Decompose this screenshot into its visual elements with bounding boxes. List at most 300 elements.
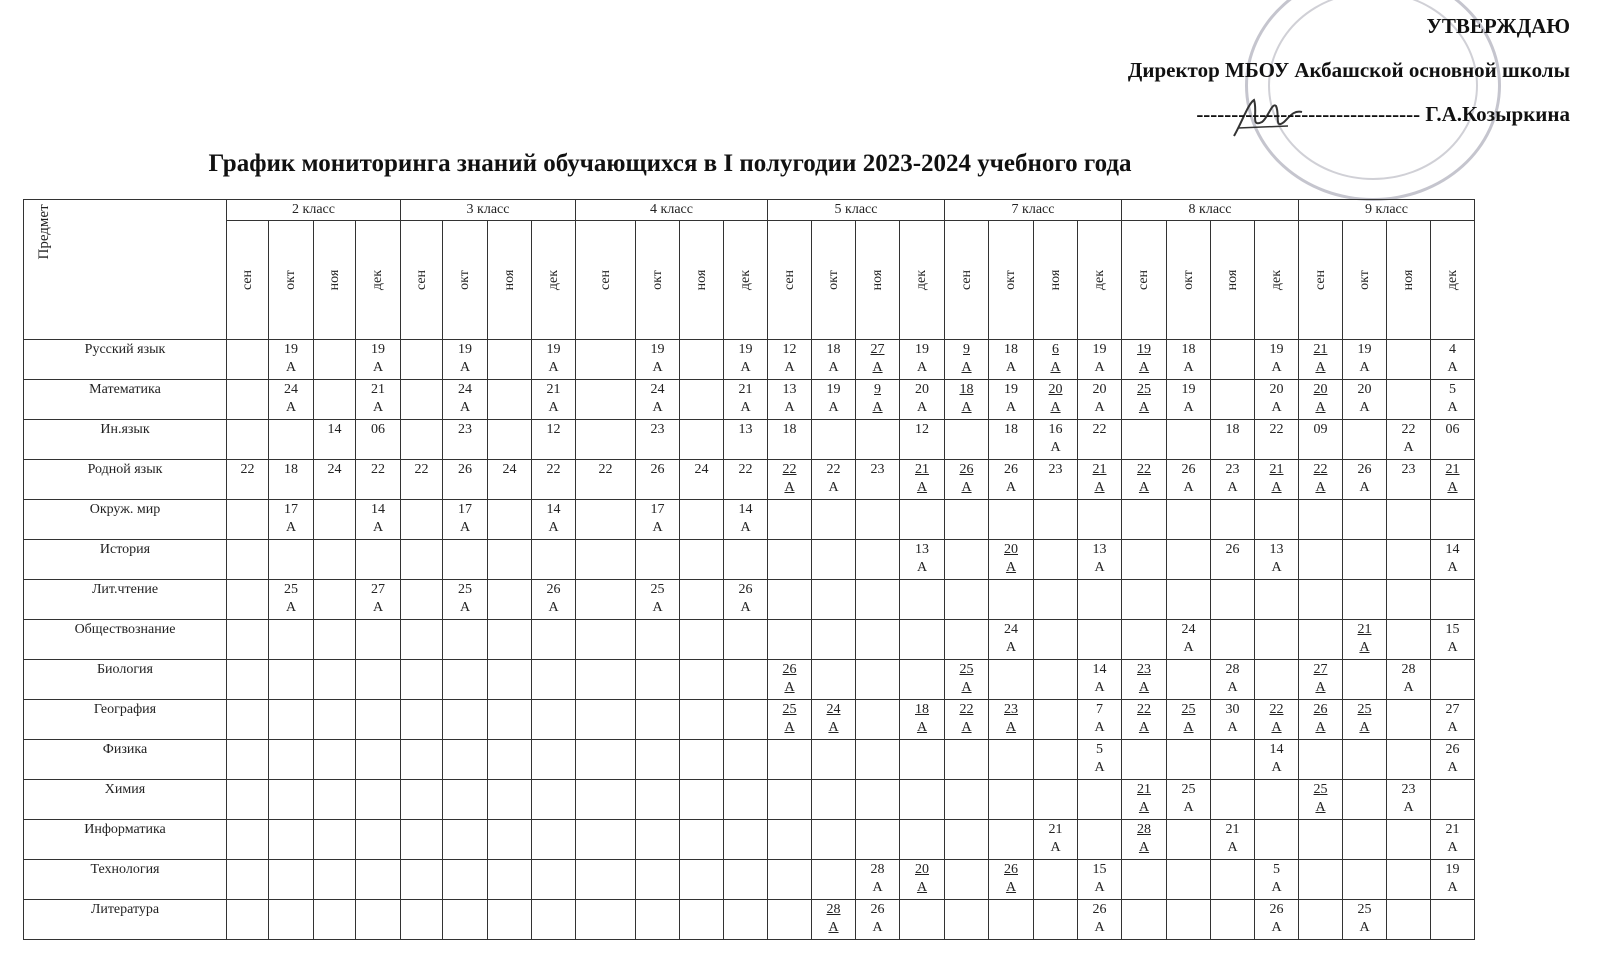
table-cell: [1167, 540, 1211, 580]
table-row: [24, 580, 1475, 620]
table-cell: 20 А: [1034, 380, 1078, 420]
table-cell: [488, 420, 532, 460]
approval-block: [970, 4, 1570, 136]
table-cell: [1299, 860, 1343, 900]
table-cell: 22 А: [768, 460, 812, 500]
month-header: ноя: [680, 220, 724, 339]
table-cell: [1387, 540, 1431, 580]
table-cell: [227, 660, 269, 700]
table-cell: 19 А: [1167, 380, 1211, 420]
table-cell: [1078, 580, 1122, 620]
table-row: [24, 460, 1475, 500]
table-cell: [1122, 420, 1167, 460]
table-cell: 6 А: [1034, 340, 1078, 380]
table-cell: 26 А: [1343, 460, 1387, 500]
table-cell: [1122, 580, 1167, 620]
table-cell: [1431, 500, 1475, 540]
table-cell: [1343, 860, 1387, 900]
table-cell: 25 А: [269, 580, 314, 620]
class-header: 5 класс: [768, 200, 945, 221]
table-cell: [532, 620, 576, 660]
table-cell: 18 А: [812, 340, 856, 380]
table-cell: 24: [488, 460, 532, 500]
table-cell: 17 А: [269, 500, 314, 540]
table-cell: [856, 420, 900, 460]
table-cell: [532, 900, 576, 940]
table-cell: [1034, 780, 1078, 820]
table-cell: 30 А: [1211, 700, 1255, 740]
table-cell: [314, 540, 356, 580]
table-cell: 26 А: [532, 580, 576, 620]
table-cell: [636, 860, 680, 900]
table-cell: [314, 620, 356, 660]
table-cell: [945, 540, 989, 580]
table-cell: [724, 700, 768, 740]
table-cell: [636, 820, 680, 860]
table-cell: [356, 780, 401, 820]
table-cell: [680, 540, 724, 580]
table-cell: [812, 580, 856, 620]
table-cell: 22: [532, 460, 576, 500]
table-cell: [314, 900, 356, 940]
month-header: ноя: [314, 220, 356, 339]
table-cell: [1431, 660, 1475, 700]
table-cell: [1122, 900, 1167, 940]
table-cell: 28 А: [1211, 660, 1255, 700]
table-cell: [576, 820, 636, 860]
table-cell: [900, 660, 945, 700]
table-cell: [768, 900, 812, 940]
table-cell: [576, 340, 636, 380]
table-cell: [227, 900, 269, 940]
monitoring-schedule-table: [23, 199, 1475, 940]
table-row: [24, 740, 1475, 780]
table-cell: 23: [443, 420, 488, 460]
table-cell: 13: [724, 420, 768, 460]
table-cell: [680, 700, 724, 740]
table-cell: [401, 860, 443, 900]
table-cell: [1078, 500, 1122, 540]
table-cell: [576, 660, 636, 700]
table-cell: 24 А: [443, 380, 488, 420]
month-header: сен: [945, 220, 989, 339]
table-cell: [488, 660, 532, 700]
table-cell: [1431, 900, 1475, 940]
table-row: [24, 540, 1475, 580]
table-cell: [680, 500, 724, 540]
table-cell: 19 А: [1122, 340, 1167, 380]
table-cell: [1387, 900, 1431, 940]
table-cell: 13 А: [1078, 540, 1122, 580]
table-cell: 21 А: [1255, 460, 1299, 500]
month-header: сен: [576, 220, 636, 339]
table-cell: 28 А: [1387, 660, 1431, 700]
table-cell: [269, 900, 314, 940]
table-cell: 19 А: [1255, 340, 1299, 380]
table-cell: [856, 500, 900, 540]
table-cell: [1034, 540, 1078, 580]
table-cell: 25 А: [1299, 780, 1343, 820]
table-cell: 25 А: [1343, 700, 1387, 740]
table-cell: 26 А: [724, 580, 768, 620]
table-cell: [1211, 380, 1255, 420]
table-cell: 22 А: [1299, 460, 1343, 500]
table-cell: [269, 420, 314, 460]
table-cell: 14 А: [356, 500, 401, 540]
table-cell: [532, 700, 576, 740]
table-cell: [356, 860, 401, 900]
table-cell: [945, 740, 989, 780]
table-cell: [1167, 860, 1211, 900]
table-cell: [680, 660, 724, 700]
table-cell: 18 А: [989, 340, 1034, 380]
table-cell: 19 А: [636, 340, 680, 380]
table-cell: [1122, 540, 1167, 580]
table-cell: 23 А: [989, 700, 1034, 740]
month-header: окт: [269, 220, 314, 339]
table-cell: [856, 620, 900, 660]
table-cell: 25 А: [1122, 380, 1167, 420]
table-cell: [1034, 900, 1078, 940]
table-cell: 22 А: [1255, 700, 1299, 740]
table-cell: [1078, 780, 1122, 820]
table-cell: [576, 380, 636, 420]
month-header: дек: [1431, 220, 1475, 339]
table-cell: 21 А: [1078, 460, 1122, 500]
table-cell: [724, 540, 768, 580]
table-cell: [945, 860, 989, 900]
table-cell: 23 А: [1211, 460, 1255, 500]
table-cell: 13 А: [768, 380, 812, 420]
table-cell: 15 А: [1078, 860, 1122, 900]
table-cell: 20 А: [1343, 380, 1387, 420]
table-cell: [443, 860, 488, 900]
table-cell: 24 А: [1167, 620, 1211, 660]
table-cell: [1034, 660, 1078, 700]
subject-name: Окруж. мир: [24, 500, 227, 540]
table-cell: 19 А: [724, 340, 768, 380]
table-cell: [856, 780, 900, 820]
approval-heading: УТВЕРЖДАЮ: [1426, 14, 1570, 38]
table-row: [24, 900, 1475, 940]
table-cell: [314, 780, 356, 820]
month-header: дек: [724, 220, 768, 339]
table-cell: 19 А: [900, 340, 945, 380]
table-cell: [227, 780, 269, 820]
table-cell: [989, 780, 1034, 820]
table-cell: 21 А: [1343, 620, 1387, 660]
table-cell: 06: [356, 420, 401, 460]
table-cell: 27 А: [1299, 660, 1343, 700]
subject-name: Ин.язык: [24, 420, 227, 460]
approval-position: Директор МБОУ Акбашской основной школы: [1127, 58, 1570, 82]
table-cell: [269, 540, 314, 580]
approval-signature-line: -------------------------------- Г.А.Козыркина: [1196, 102, 1570, 126]
table-cell: 23: [856, 460, 900, 500]
table-cell: [1211, 900, 1255, 940]
table-cell: 22: [356, 460, 401, 500]
table-cell: [401, 380, 443, 420]
table-cell: [356, 700, 401, 740]
table-cell: [1343, 820, 1387, 860]
table-cell: [532, 780, 576, 820]
table-cell: [269, 700, 314, 740]
table-cell: [680, 620, 724, 660]
table-cell: [401, 540, 443, 580]
table-row: [24, 620, 1475, 660]
table-row: [24, 340, 1475, 380]
table-cell: [401, 660, 443, 700]
table-cell: [1431, 780, 1475, 820]
table-cell: 13 А: [900, 540, 945, 580]
table-cell: 5 А: [1431, 380, 1475, 420]
table-cell: 19 А: [443, 340, 488, 380]
table-cell: [1167, 900, 1211, 940]
table-cell: 06: [1431, 420, 1475, 460]
table-cell: [1299, 540, 1343, 580]
table-cell: [443, 740, 488, 780]
table-cell: [1255, 580, 1299, 620]
table-cell: [1343, 740, 1387, 780]
table-cell: [812, 860, 856, 900]
table-cell: [227, 620, 269, 660]
table-row: [24, 380, 1475, 420]
table-cell: 24 А: [636, 380, 680, 420]
month-header: сен: [401, 220, 443, 339]
month-header: окт: [1167, 220, 1211, 339]
table-cell: [945, 620, 989, 660]
table-cell: 19 А: [1078, 340, 1122, 380]
table-cell: [945, 580, 989, 620]
table-cell: [812, 420, 856, 460]
table-cell: 18: [1211, 420, 1255, 460]
table-cell: [443, 820, 488, 860]
subject-name: Обществознание: [24, 620, 227, 660]
table-cell: [989, 500, 1034, 540]
table-cell: [1211, 500, 1255, 540]
table-cell: [680, 860, 724, 900]
table-cell: 26 А: [1255, 900, 1299, 940]
table-cell: [314, 660, 356, 700]
table-row: [24, 660, 1475, 700]
table-cell: [812, 780, 856, 820]
table-cell: [576, 540, 636, 580]
table-cell: [1167, 580, 1211, 620]
table-cell: 14: [314, 420, 356, 460]
table-cell: [856, 700, 900, 740]
table-cell: 18 А: [1167, 340, 1211, 380]
table-cell: [1387, 580, 1431, 620]
table-cell: [768, 740, 812, 780]
table-cell: [856, 820, 900, 860]
table-cell: [1122, 500, 1167, 540]
table-cell: 18: [989, 420, 1034, 460]
table-cell: [532, 740, 576, 780]
class-header: 2 класс: [227, 200, 401, 221]
table-cell: 21 А: [356, 380, 401, 420]
table-cell: [1034, 620, 1078, 660]
table-cell: [768, 500, 812, 540]
table-row: [24, 500, 1475, 540]
table-cell: [680, 900, 724, 940]
table-cell: [812, 820, 856, 860]
table-cell: 27 А: [856, 340, 900, 380]
table-cell: [488, 620, 532, 660]
table-cell: 21 А: [1122, 780, 1167, 820]
table-cell: [812, 500, 856, 540]
table-cell: [900, 900, 945, 940]
table-cell: 25 А: [1167, 700, 1211, 740]
table-cell: [1387, 820, 1431, 860]
table-cell: [443, 700, 488, 740]
table-cell: [314, 820, 356, 860]
table-row: [24, 860, 1475, 900]
table-cell: [576, 420, 636, 460]
table-cell: 17 А: [636, 500, 680, 540]
table-cell: [1387, 700, 1431, 740]
table-cell: [1343, 660, 1387, 700]
table-cell: [1122, 860, 1167, 900]
table-cell: [812, 620, 856, 660]
table-cell: [1255, 780, 1299, 820]
table-cell: [314, 860, 356, 900]
month-header: ноя: [856, 220, 900, 339]
month-header: ноя: [1211, 220, 1255, 339]
table-cell: 22: [1255, 420, 1299, 460]
table-cell: 25 А: [945, 660, 989, 700]
table-cell: [1387, 860, 1431, 900]
table-cell: [724, 620, 768, 660]
table-cell: 26: [636, 460, 680, 500]
table-cell: [989, 660, 1034, 700]
table-cell: 25 А: [1343, 900, 1387, 940]
table-cell: 22 А: [1387, 420, 1431, 460]
table-cell: 25 А: [768, 700, 812, 740]
table-cell: 22 А: [1122, 460, 1167, 500]
table-cell: [768, 780, 812, 820]
table-cell: [269, 820, 314, 860]
table-cell: 22: [576, 460, 636, 500]
table-cell: 17 А: [443, 500, 488, 540]
table-cell: [636, 740, 680, 780]
table-cell: 09: [1299, 420, 1343, 460]
table-cell: [401, 780, 443, 820]
table-cell: [269, 620, 314, 660]
table-cell: [1255, 620, 1299, 660]
table-cell: 22 А: [1122, 700, 1167, 740]
table-cell: 22: [401, 460, 443, 500]
table-cell: 20 А: [900, 860, 945, 900]
table-cell: [269, 780, 314, 820]
table-cell: [488, 500, 532, 540]
table-cell: [1167, 660, 1211, 700]
table-cell: [768, 860, 812, 900]
table-cell: [768, 580, 812, 620]
table-cell: 23: [636, 420, 680, 460]
table-cell: [488, 860, 532, 900]
table-cell: [356, 540, 401, 580]
table-cell: [443, 900, 488, 940]
table-cell: [636, 700, 680, 740]
table-cell: 5 А: [1255, 860, 1299, 900]
table-cell: [1299, 900, 1343, 940]
table-cell: [227, 740, 269, 780]
table-cell: [1122, 620, 1167, 660]
table-cell: [314, 380, 356, 420]
table-cell: [488, 700, 532, 740]
table-cell: [1299, 740, 1343, 780]
table-cell: [1167, 500, 1211, 540]
table-cell: [768, 820, 812, 860]
table-cell: 26 А: [768, 660, 812, 700]
table-cell: 25 А: [636, 580, 680, 620]
table-cell: [401, 820, 443, 860]
table-cell: [724, 660, 768, 700]
table-cell: [1387, 740, 1431, 780]
table-cell: 22: [1078, 420, 1122, 460]
table-cell: [856, 740, 900, 780]
table-cell: [1034, 700, 1078, 740]
table-cell: 21 А: [1431, 820, 1475, 860]
table-cell: [488, 340, 532, 380]
month-header-row: [24, 220, 1475, 339]
table-cell: 15 А: [1431, 620, 1475, 660]
table-row: [24, 820, 1475, 860]
table-cell: 26 А: [1078, 900, 1122, 940]
month-header: сен: [227, 220, 269, 339]
table-cell: 21 А: [1431, 460, 1475, 500]
table-cell: [1387, 380, 1431, 420]
table-cell: 28 А: [1122, 820, 1167, 860]
table-cell: [1034, 740, 1078, 780]
table-cell: [401, 340, 443, 380]
month-header: дек: [532, 220, 576, 339]
subject-name: Биология: [24, 660, 227, 700]
table-cell: [401, 700, 443, 740]
table-cell: [724, 780, 768, 820]
table-cell: 23 А: [1387, 780, 1431, 820]
table-cell: [356, 900, 401, 940]
table-cell: [900, 620, 945, 660]
table-cell: [1167, 820, 1211, 860]
table-cell: 14 А: [532, 500, 576, 540]
table-cell: [680, 820, 724, 860]
table-cell: [945, 780, 989, 820]
month-header: дек: [1078, 220, 1122, 339]
table-cell: [989, 820, 1034, 860]
table-cell: [532, 820, 576, 860]
table-cell: [1343, 540, 1387, 580]
table-cell: [1387, 620, 1431, 660]
table-cell: 26 А: [1299, 700, 1343, 740]
table-cell: [314, 340, 356, 380]
table-cell: [1167, 740, 1211, 780]
class-header: 3 класс: [401, 200, 576, 221]
table-cell: 14 А: [724, 500, 768, 540]
table-cell: [1299, 500, 1343, 540]
table-cell: [900, 740, 945, 780]
subject-name: География: [24, 700, 227, 740]
table-cell: [1211, 780, 1255, 820]
table-cell: 14 А: [1255, 740, 1299, 780]
table-cell: [680, 340, 724, 380]
table-cell: 24: [680, 460, 724, 500]
table-cell: [488, 380, 532, 420]
table-cell: 24 А: [989, 620, 1034, 660]
month-header: дек: [1255, 220, 1299, 339]
table-cell: 21 А: [1211, 820, 1255, 860]
month-header: ноя: [1034, 220, 1078, 339]
